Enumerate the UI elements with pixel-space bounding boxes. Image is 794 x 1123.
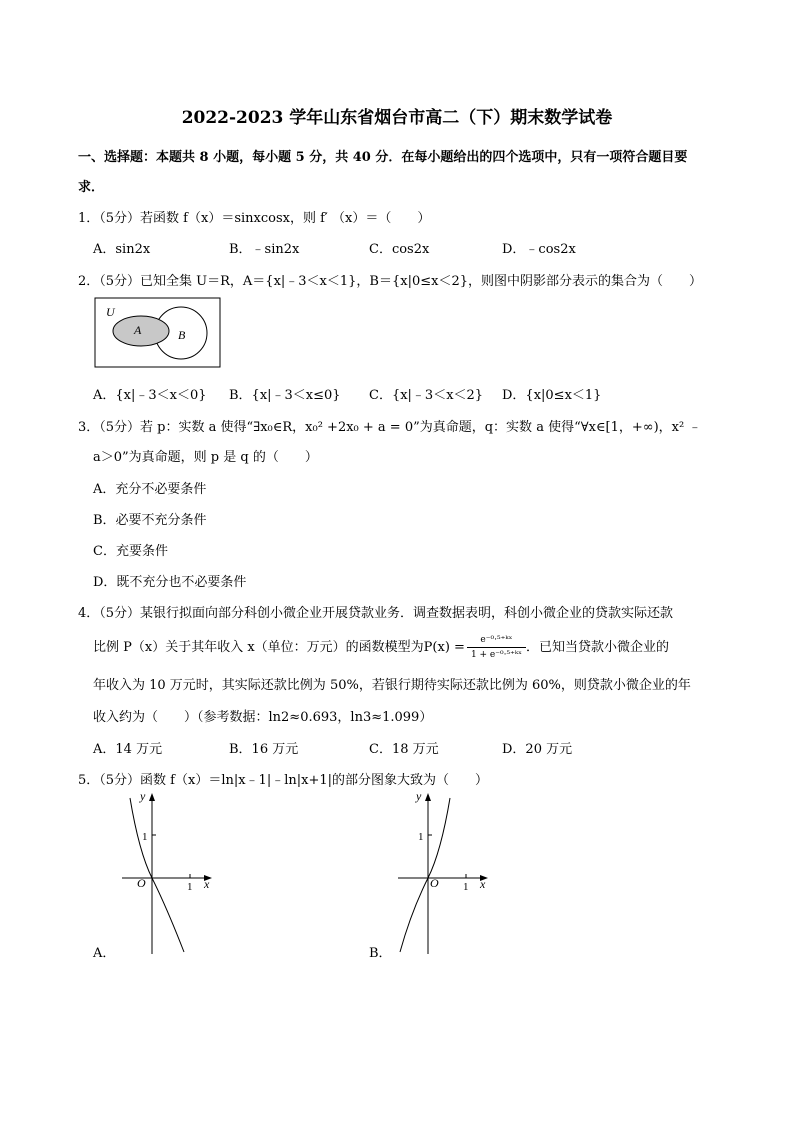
q2-option-b: B．{x|﹣3＜x≤0}	[229, 388, 341, 403]
question-4-line4: 收入约为（ ）（参考数据：ln2≈0.693，ln3≈1.099）	[93, 710, 433, 725]
graph-a-y-label: y	[140, 790, 146, 803]
graph-a-x-tick-1: 1	[187, 881, 193, 893]
question-1-stem: 1．（5分）若函数 f（x）＝sinxcosx，则 f′ （x）＝（ ）	[78, 211, 431, 226]
question-5-stem: 5．（5分）函数 f（x）＝ln|x﹣1|﹣ln|x+1|的部分图象大致为（ ）	[78, 773, 488, 788]
question-4-line2-b: ．已知当贷款小微企业的	[525, 640, 669, 655]
q2-option-c: C．{x|﹣3＜x＜2}	[369, 388, 484, 403]
question-3-line1: 3．（5分）若 p：实数 a 使得“∃x₀∈R，x₀² +2x₀ + a = 0”为真命题，q：实数 a 使得“∀x∈[1，+∞)，x² ﹣	[78, 420, 702, 435]
q1-option-a: A．sin2x	[93, 242, 151, 257]
question-4-line3: 年收入为 10 万元时，其实际还款比例为 50%，若银行期待实际还款比例为 60%，则贷款小微企业的年	[93, 678, 691, 693]
graph-a-origin-label: O	[137, 876, 146, 890]
q2-option-a: A．{x|﹣3＜x＜0}	[93, 388, 207, 403]
q3-option-b: B．必要不充分条件	[93, 513, 207, 528]
venn-label-a: A	[134, 323, 142, 337]
graph-b-y-tick-1: 1	[418, 831, 424, 843]
graph-a-x-label: x	[204, 877, 210, 891]
section-heading-line2: 求．	[78, 180, 105, 195]
q5-option-a: A．	[93, 946, 116, 961]
q4-option-b: B．16 万元	[229, 742, 299, 757]
fraction-numerator: e⁻⁰·⁵⁺ᵏˣ	[467, 633, 526, 648]
q3-option-d: D．既不充分也不必要条件	[93, 575, 247, 590]
section-heading-line1: 一、选择题：本题共 8 小题，每小题 5 分，共 40 分．在每小题给出的四个选项中，只有一项符合题目要	[78, 150, 688, 165]
question-3-line2: a＞0”为真命题，则 p 是 q 的（ ）	[93, 450, 318, 465]
q1-option-b: B．﹣sin2x	[229, 242, 300, 257]
question-4-line2	[93, 633, 669, 662]
q3-option-a: A．充分不必要条件	[93, 482, 207, 497]
q3-option-c: C．充要条件	[93, 544, 168, 559]
q1-option-c: C．cos2x	[369, 242, 430, 257]
graph-a	[112, 790, 222, 955]
q5-option-b: B．	[369, 946, 392, 961]
q4-option-d: D．20 万元	[502, 742, 573, 757]
fraction-denominator: 1 + e⁻⁰·⁵⁺ᵏˣ	[470, 650, 522, 660]
graph-b-origin-label: O	[430, 876, 439, 890]
question-4-line2-a: 比例 P（x）关于其年收入 x（单位：万元）的函数模型为P(x) =	[93, 640, 465, 655]
graph-b-x-tick-1: 1	[463, 881, 469, 893]
graph-b	[388, 790, 498, 955]
q2-option-d: D．{x|0≤x＜1}	[502, 388, 602, 403]
question-2-stem: 2．（5分）已知全集 U＝R，A＝{x|﹣3＜x＜1}，B＝{x|0≤x＜2}，则图中阴影部分表示的集合为（ ）	[78, 274, 703, 289]
venn-label-b: B	[178, 328, 186, 342]
q4-option-a: A．14 万元	[93, 742, 163, 757]
probability-fraction	[467, 633, 526, 662]
q1-option-d: D．﹣cos2x	[502, 242, 576, 257]
graph-b-y-label: y	[416, 790, 422, 803]
page-title: 2022-2023 学年山东省烟台市高二（下）期末数学试卷	[181, 108, 613, 128]
venn-diagram	[94, 297, 222, 369]
question-4-line1: 4．（5分）某银行拟面向部分科创小微企业开展贷款业务．调查数据表明，科创小微企业的贷款实际还款	[78, 606, 674, 621]
graph-a-y-tick-1: 1	[142, 831, 148, 843]
graph-b-x-label: x	[480, 877, 486, 891]
venn-label-u: U	[106, 305, 115, 319]
q4-option-c: C．18 万元	[369, 742, 439, 757]
